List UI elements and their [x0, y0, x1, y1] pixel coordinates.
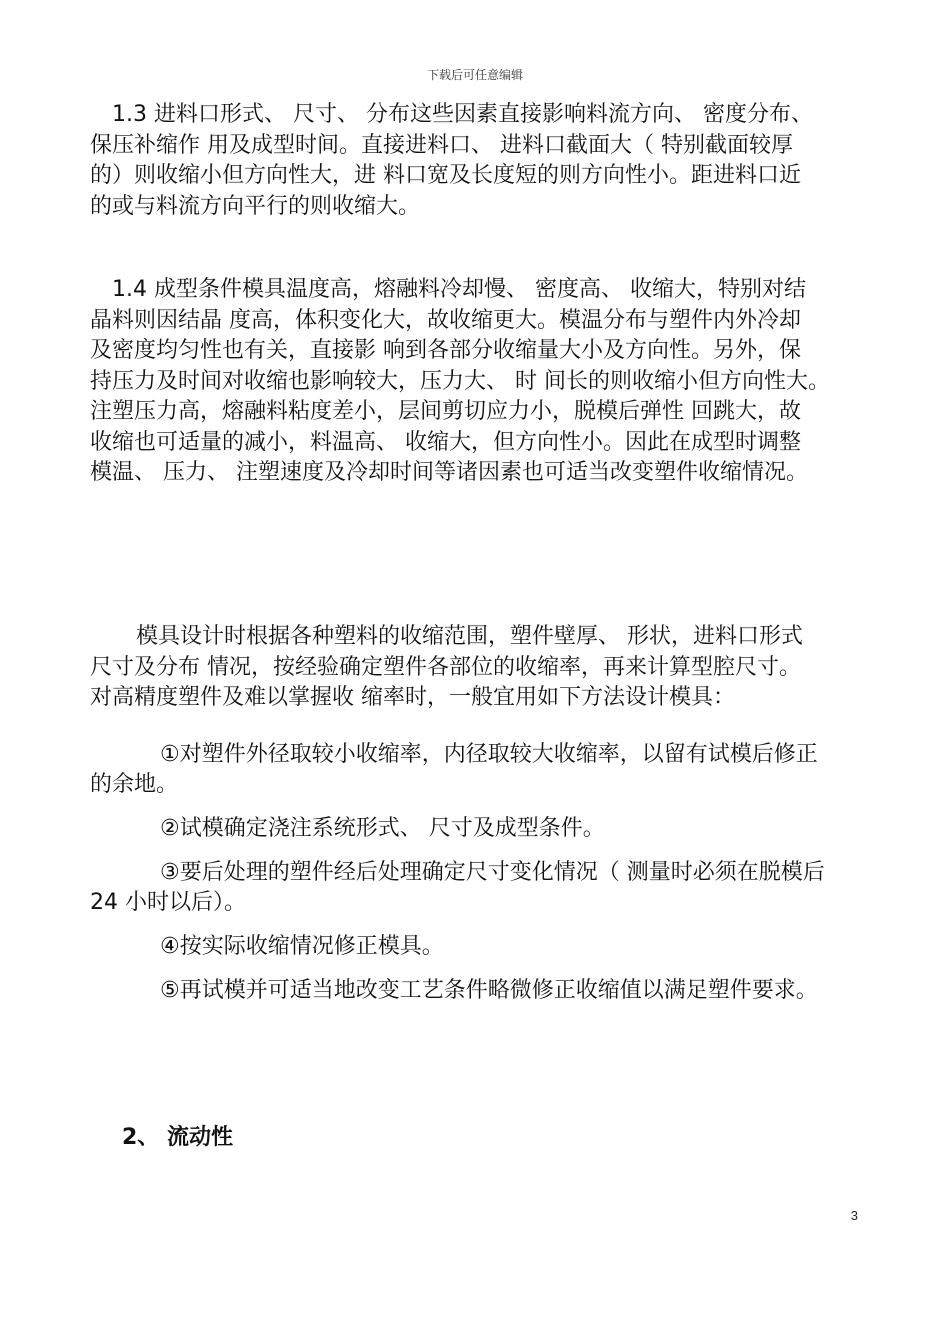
text-line: 保压补缩作 用及成型时间。直接进料口、 进料口截面大（ 特别截面较厚 [90, 132, 793, 158]
list-item [90, 932, 870, 962]
text-line: 及密度均匀性也有关，直接影 响到各部分收缩量大小及方向性。另外，保 [90, 338, 801, 363]
list-item [90, 814, 870, 844]
section-1-3-paragraph [90, 100, 870, 222]
text-line: 1.3 进料口形式、 尺寸、 分布这些因素直接影响料流方向、 密度分布、 [112, 102, 813, 127]
text-line: ③要后处理的塑件经后处理确定尺寸变化情况（ 测量时必须在脱模后 [160, 860, 825, 885]
text-line: 尺寸及分布 情况，按经验确定塑件各部位的收缩率，再来计算型腔尺寸。 [90, 654, 801, 680]
text-line: 模温、 压力、 注塑速度及冷却时间等诸因素也可适当改变塑件收缩情况。 [90, 460, 808, 485]
text-line: 注塑压力高，熔融料粘度差小，层间剪切应力小，脱模后弹性 回跳大，故 [90, 399, 801, 424]
text-line: 24 小时以后）。 [90, 890, 246, 915]
text-line: 持压力及时间对收缩也影响较大，压力大、 时 间长的则收缩小但方向性大。 [90, 368, 830, 394]
list-item [90, 976, 870, 1006]
list-item [90, 740, 870, 800]
page-number: 3 [850, 1208, 858, 1223]
section-1-4-paragraph [90, 275, 870, 489]
text-line: ④按实际收缩情况修正模具。 [160, 934, 444, 959]
text-line: 模具设计时根据各种塑料的收缩范围，塑件壁厚、 形状，进料口形式 [136, 624, 803, 649]
text-line: 对高精度塑件及难以掌握收 缩率时，一般宜用如下方法设计模具： [90, 685, 735, 710]
mold-design-paragraph [90, 622, 870, 714]
text-line: ①对塑件外径取较小收缩率，内径取较大收缩率，以留有试模后修正 [160, 742, 818, 767]
list-item [90, 858, 870, 918]
text-line: 收缩也可适量的减小，料温高、 收缩大，但方向性小。因此在成型时调整 [90, 429, 801, 455]
section-heading: 2、 流动性 [122, 1125, 233, 1150]
text-line: 晶料则因结晶 度高，体积变化大，故收缩更大。模温分布与塑件内外冷却 [90, 307, 801, 333]
text-line: 的）则收缩小但方向性大，进 料口宽及长度短的则方向性小。距进料口近 [90, 163, 801, 188]
text-line: 的余地。 [90, 772, 179, 797]
text-line: ②试模确定浇注系统形式、 尺寸及成型条件。 [160, 816, 605, 841]
text-line: 的或与料流方向平行的则收缩大。 [90, 193, 421, 219]
page-header: 下载后可任意编辑 [426, 68, 523, 82]
text-line: 1.4 成型条件模具温度高，熔融料冷却慢、 密度高、 收缩大，特别对结 [112, 277, 806, 302]
methods-list [90, 740, 870, 1006]
text-line: ⑤再试模并可适当地改变工艺条件略微修正收缩值以满足塑件要求。 [160, 978, 818, 1003]
